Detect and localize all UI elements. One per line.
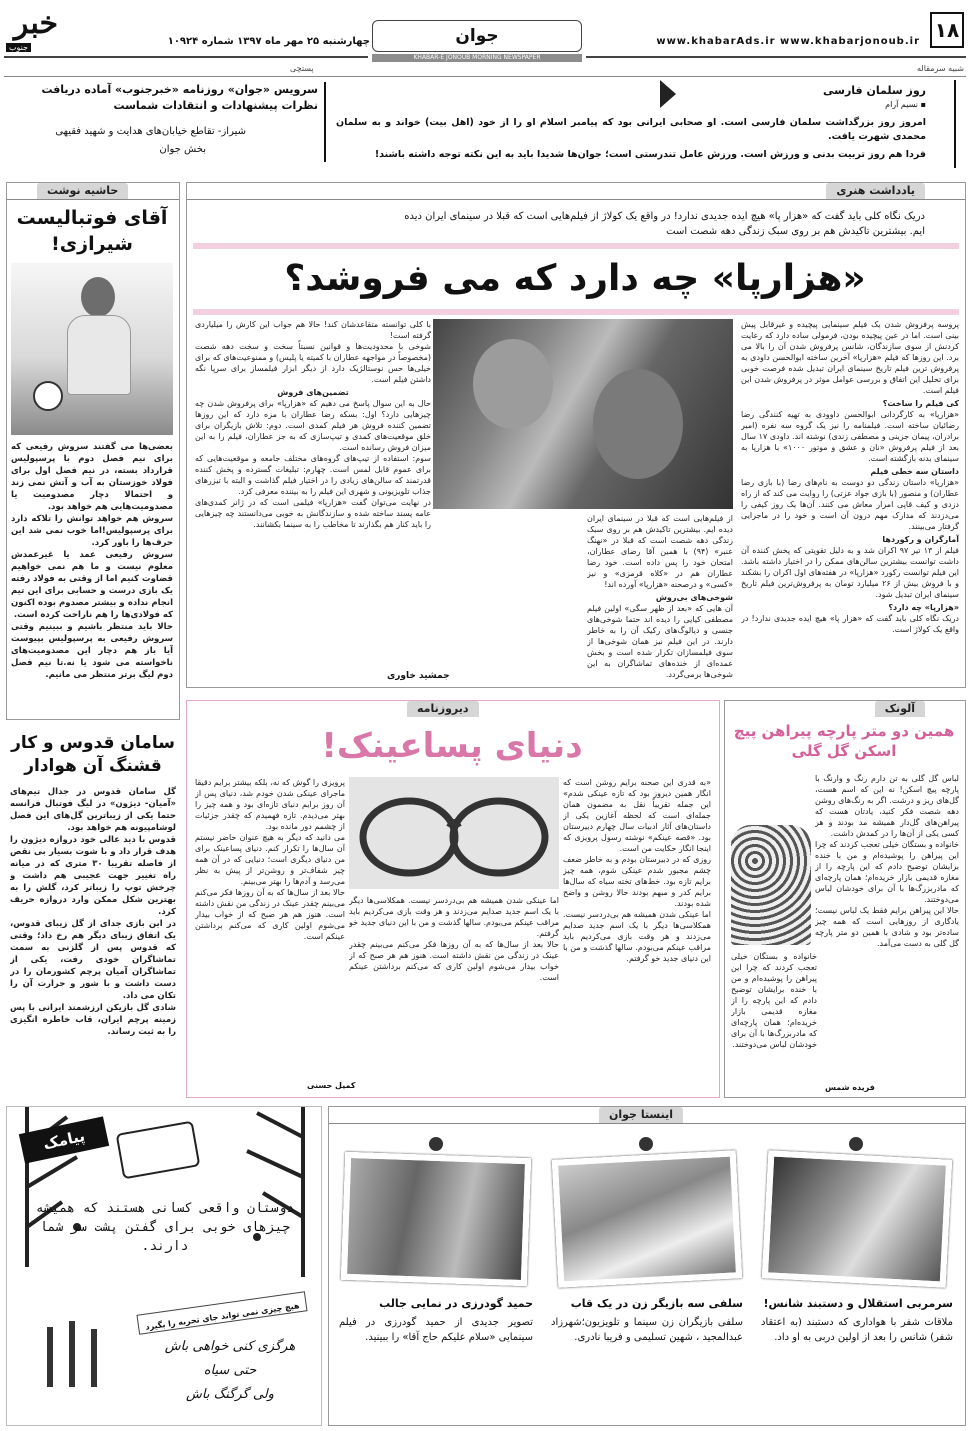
art-col-3-p2: شوخی با محدودیت‌ها و قوانین نسبتاً سخت و سخت دهه شصت (مخصوصاً در مواجهه عطاران با کمیته یا پلیس) و ممنوعیت‌های که برای خیلی‌ها حس نوستالژیک دارد از دیگر ابزار فیلمساز برای سرپا نگه داشتن فیلم است. xyxy=(195,342,431,384)
ghoddos-p4: شادی گل بازیکن ارزشمند ایرانی با پس زمینه پرچم ایران، قاب خاطره انگیزی را به ثبت رساند. xyxy=(10,1003,176,1037)
diary-box xyxy=(186,700,720,1098)
art-col-2-p1: از فیلم‌هایی است که قبلا در سینمای ایران دیده ایم. بیشترین تاکیدش هم بر روی سبک زندگی دهه شصت است که قبلا در «نهنگ عنبر» (۹۴) با همین آقا رضای عطاران، امتحان خود را پس داده است. خود رضا عطاران هم در «کلاه قرمزی» و نیز «کسی» و درصحنه «هزارپا» آورده اند! xyxy=(587,514,733,589)
fashion-p3: حالا این پیراهن برایم فقط یک لباس نیست؛ یادگاری از روزهایی است که همه چیز ساده‌تر بود و شادی با همین دو متر پارچه گل گلی به دست می‌آمد. xyxy=(815,906,959,948)
latin-strip xyxy=(372,54,582,62)
art-col-1 xyxy=(741,319,959,685)
player-head xyxy=(81,277,115,317)
footnote-p3: سروش رفیعی عمد یا غیرعمدش معلوم نیست و ما هم نمی خواهیم قضاوت کنیم اما از وقتی به فولاد رفته یک بازی درست و حسابی برای این تیم انجام نداده و بیشتر مصدوم بوده اکنون که فولادی‌ها را هم ناراحت کرده است. xyxy=(11,550,173,620)
insta-pin-1 xyxy=(849,1137,863,1151)
glasses-photo xyxy=(349,777,559,889)
diary-col-1-p3: اما عینکی شدن همیشه هم بی‌دردسر نیست. همکلاسی‌ها دیگر با یک اسم جدید صدایم می‌زدند و هر وقت بازی می‌کردیم باید مراقب عینکم می‌بودم. سالها گذشت و من با این دنیای جدید خو گرفتم. xyxy=(563,910,711,963)
fashion-tab: آلونک xyxy=(875,701,925,717)
insta-photo-2 xyxy=(552,1150,742,1287)
paymak-title: پیامک xyxy=(41,1126,87,1154)
footnote-p1: بعضی‌ها می گفتند سروش رفیعی که برای نیم فصل دوم با پرسپولیس قرارداد بسته، در نیم فصل اول برای فولاد خوزستان به آب و آتش نمی زند و احتمالا دچار مصدومیت یا مصدومیت‌هایی هم خواهد بود. xyxy=(11,442,173,512)
art-note-lead: دریک نگاه کلی باید گفت که «هزار پا» هیچ ایده جدیدی ندارد! در واقع یک کولاژ از فیلم‌هایی است که قبلا در سینمای ایران دیده ایم. بیشترین تاکیدش هم بر روی سبک زندگی دهه شصت است xyxy=(404,211,925,237)
insta-photo-1 xyxy=(762,1150,952,1287)
insta-card-3 xyxy=(337,1137,535,1421)
headline-bar xyxy=(193,243,959,249)
postman-rule xyxy=(324,82,326,162)
insta-card-1 xyxy=(759,1137,955,1421)
paymak-quote: هیچ چیزی نمی تواند جای تجربه را بگیرد xyxy=(144,1301,301,1332)
editorial-rule xyxy=(954,80,956,168)
diary-col-2-p1: پرویزی را گوش که نه، بلکه بیشتر برایم دقیقا ماجرای عینکی شدن خودم شد، دنیای پس از آن روز برایم دنیای تازه‌ای بود و همه چیز را بهتر می‌دیدم. تازه فهمیدم که چقدر جزئیات از چشمم دور مانده بود. xyxy=(195,778,345,831)
editorial-body: امروز روز بزرگداشت سلمان فارسی است. او صحابی ایرانی بود که پیامبر اسلام او را از خود (اهل بیت) خواند و به سلمان محمدی شهرت یافت. xyxy=(336,117,926,142)
diary-author: کمیل حسنی xyxy=(307,1081,356,1090)
paymak-calligraphy: هرگزی کنی خواهی باش حتی سیاه ولی گرگنگ باش xyxy=(164,1339,296,1402)
masthead-rule xyxy=(4,56,368,58)
insta-tab: اینستا جوان xyxy=(599,1107,683,1123)
actor-face-2 xyxy=(593,369,683,479)
footnote-p4: حالا باید منتظر باشیم و ببینیم وقتی سروش رفیعی به پرسپولیس بپیوست آیا باز هم دچار این مصدومیت‌های ناخواسته می شود یا نه.تا نیم فصل دوم لیگ برتر منتظر می مانیم. xyxy=(11,622,173,680)
art-col-3-p1: با کلی توانسته متقاعدشان کند! حالا هم جواب این کارش را میلیاردی گرفته است! xyxy=(195,320,431,340)
diary-col-2-p3: حالا بعد از سال‌ها که به آن روزها فکر می‌کنم می‌بینم چقدر عینک در زندگی من نقش داشته است. هنوز هم هر صبح که از خواب بیدار می‌شوم اولین کاری که می‌کنم برداشتن عینکم است. xyxy=(195,888,345,941)
ghoddos-p2: قدوس با دید عالی خود دروازه دیژون را هدف قرار داد و با شوت بسیار بی نقص از فاصله تقریبا ۳۰ متری که در میانه راه تغییر جهت عجیبی هم داشت و چرخش توپ را زیباتر کرد، گلش را به بهترین شکل ممکن وارد دروازه حریف کرد. xyxy=(10,835,176,917)
calligraphy-frame xyxy=(17,1317,137,1397)
fashion-author: فریده شمس xyxy=(825,1083,875,1092)
insta-title-2: سلفی سه بازیگر زن در یک قاب xyxy=(570,1297,743,1310)
diary-col-2 xyxy=(195,777,345,1077)
insta-photo-3 xyxy=(341,1152,531,1286)
art-col-3-p3: حال به این سوال پاسخ می دهیم که «هزارپا» برای پرفروش شدن چه چیزهایی دارد؟ اول: بسکه رضا عطاران با مزه دارد که این روزها تضمین کننده فروش هر فیلم کمدی است. دوم: تلاش بازیگران برای خلق موقعیت‌های کمدی و تیپ‌سازی که به جز عطاران، فیلم را به این میزان فروش رسانده است. xyxy=(195,399,431,452)
postman-title: سرویس «جوان» روزنامه «خبرجنوب» آماده دریافت نظرات پیشنهادات و انتقادات شماست xyxy=(41,83,318,112)
diary-tab: دیروزنامه xyxy=(407,701,479,717)
player-body xyxy=(67,315,131,395)
insta-title-1: سرمربی استقلال و دستبند شانس! xyxy=(763,1297,953,1310)
art-col-3-p5: در نهایت می‌توان گفت «هزارپا» فیلمی است که در ژانر کمدی‌های عامه پسند ساخته شده و سازندگانش به خوبی می‌دانستند چه چیزهایی را باید کنار هم بگذارند تا مخاطب را به سینما بکشانند. xyxy=(195,498,431,529)
insta-body-1: ملاقات شفر با هواداری که دستبند (به اعتقاد شفر) شانس را بعد از اولین دربی به او داد. xyxy=(761,1317,953,1343)
art-sub-4: «هزارپا» چه دارد؟ xyxy=(888,603,959,612)
section-title: جوان xyxy=(455,26,499,46)
label-rule xyxy=(4,76,966,77)
art-col-3 xyxy=(195,319,431,669)
editorial-label: شبیه سرمقاله xyxy=(917,64,964,73)
postman-dept: بخش جوان xyxy=(159,144,206,155)
football-icon xyxy=(33,381,63,411)
glasses-icon xyxy=(349,777,559,889)
diary-col-2-p2: می دانید که دیگر به هیچ عنوان حاضر نیستم آن سال‌ها را تکرار کنم. دنیای پساعینک برای من دنیای دیگری است؛ دنیایی که در آن همه چیز شفاف‌تر و روشن‌تر از پیش به نظر می‌رسد و آدم‌ها را بهتر می‌بینم. xyxy=(195,833,345,886)
insta-card-2 xyxy=(549,1137,745,1421)
diary-col-mid-p1: اما عینکی شدن همیشه هم بی‌دردسر نیست. همکلاسی‌ها دیگر با یک اسم جدید صدایم می‌زدند و هر وقت بازی می‌کردیم باید مراقب عینکم می‌بودم. سالها گذشت و من با این دنیای جدید خو گرفتم. xyxy=(349,896,559,938)
paymak-box xyxy=(6,1106,322,1426)
art-sub-6: تضمین‌های فروش xyxy=(277,388,349,397)
ghoddos-p3: در این بازی جدای از گل زیبای قدوس، یک اتفاق زیبای دیگر هم رخ داد؛ وقتی که قدوس پس از گلزنی به سمت تماشاگران خودی رفت، یکی از تماشاگران آمیان پرچم کشورمان را در دست داشت و با شور و حرارت آن را تکان می داد. xyxy=(10,919,176,1001)
postman-address: شیراز- تقاطع خیابان‌های هدایت و شهید فقیهی xyxy=(55,126,246,137)
footballer-photo xyxy=(11,263,173,435)
art-note-box xyxy=(186,182,966,688)
postman-label: پستچی xyxy=(290,64,314,73)
insta-title-3: حمید گودرزی در نمایی جالب xyxy=(379,1297,533,1310)
page-number: ۱۸ xyxy=(930,12,964,48)
editorial-title: روز سلمان فارسی xyxy=(823,84,926,97)
footnote-box xyxy=(6,182,180,720)
diary-col-mid-p2: حالا بعد از سال‌ها که به آن روزها فکر می‌کنم می‌بینم چقدر عینک در زندگی من نقش داشته است. هنوز هم هر صبح که از خواب بیدار می‌شوم اولین کاری که می‌کنم برداشتن عینکم است. xyxy=(349,940,559,982)
fashion-body xyxy=(815,773,959,1083)
footnote-body xyxy=(11,441,173,711)
art-note-tab: یادداشت هنری xyxy=(826,183,925,199)
diary-col-1-p1: «به قدری این صحنه برایم روشن است که انگار همین دیروز بود که تازه عینکی شدم» این جمله تقریباً نقل به مضمون همان جمله‌ای است که لحظه آغازین یکی از داستان‌های آثار ادبیات سال چهارم دبیرستان بود. «قصه عینکم» نوشته رسول پرویزی که اینجا انگار حکایت من است. xyxy=(563,778,711,853)
actor-face-1 xyxy=(473,339,553,429)
editorial-box xyxy=(330,80,966,172)
footnote-p2: سروش هم خواهد توانش را تلاکه دارد برای پرسپولیس!اما خوب نمی شد این حرف‌ها را باور کرد. xyxy=(11,514,173,548)
candle-icon-1 xyxy=(47,1327,53,1387)
footnote-title: آقای فوتبالیست شیرازی! xyxy=(16,207,168,255)
masthead-rule-right xyxy=(586,56,966,58)
paymak-message: دوستان واقعی کسانی هستند که همیشه چیزهای خوبی برای گفتن پشت سر شما دارند. xyxy=(35,1201,295,1254)
art-col-3-p4: سوم: استفاده از تیپ‌های گروه‌های مختلف جامعه و موقعیت‌هایی که برای عموم قابل لمس است. چهارم: تبلیغات گسترده و پخش کننده قدرتمند که سالن‌های زیادی را در اختیار فیلم گذاشت و البته با تیزرهای جذاب تلویزیونی و شهری این فیلم را به بیننده معرفی کرد. xyxy=(195,454,431,496)
editorial-author: ▪ نسیم آرام xyxy=(885,100,926,109)
glasses-lens-left xyxy=(363,801,455,873)
logo-sub: جنوب xyxy=(6,43,31,52)
art-note-tab-rule xyxy=(186,199,965,200)
fashion-title: همین دو متر پارچه پیراهن پیچ اسکن گل گلی xyxy=(733,722,955,760)
art-sub-2: داستان سه خطی فیلم xyxy=(870,467,959,476)
film-still-photo xyxy=(433,319,733,509)
ghoddos-box xyxy=(6,726,180,1096)
art-note-author: جمشید خاوری xyxy=(387,671,450,681)
editorial-body-2: فردا هم روز تربیت بدنی و ورزش است. ورزش عامل تندرستی است؛ جوان‌ها شدیدا باید به این نکته توجه داشته باشند! xyxy=(374,149,926,160)
website-urls: www.khabarAds.ir www.khabarjonoub.ir xyxy=(656,36,920,47)
floral-shirt-photo xyxy=(731,825,811,945)
insta-pin-3 xyxy=(429,1137,443,1151)
glasses-lens-right xyxy=(453,801,545,873)
art-col-1-p1: پروسه پرفروش شدن یک فیلم سینمایی پیچیده و غیرقابل پیش بینی است. اما در عین پیچیده بودن، فرمولی ساده دارد که رعایت کردنش از سوی سازندگان، شانس پرفروش شدن آن را بالا می برد. این روزها که فیلم «هزارپا» آخرین ساخته ابوالحسن داودی به پرفروش ترین فیلم تاریخ سینمای ایران تبدیل شده فرصت خوبی برای تحلیل این اتفاق و بررسی عوامل موثر در پرفروش شدن این فیلم است. xyxy=(741,320,959,395)
diary-col-1 xyxy=(563,777,711,1093)
postman-box xyxy=(6,80,326,172)
art-col-2-p2: آن هایی که «بعد از ظهر سگی» اولین فیلم مصطفی کیایی را دیده اند حتما شوخی‌های جنسی و دیالوگ‌های رکیک آن را به خاطر دارند. در این فیلم نیز همان شوخی‌ها از سوی فیلمسازان تکرار شده است و بخش عمده‌ای از خنده‌های تماشاگران به این شوخی‌ها برمی‌گردد. xyxy=(587,604,733,679)
art-sub-5: شوخی‌های بی‌روش xyxy=(655,593,733,602)
fashion-left-p1: خانواده و بستگان خیلی تعجب کردند که چرا این پیراهن را پوشیده‌ام و من با خنده برایشان توضیح دادم که این پارچه را از مغازه قدیمی بازار خریده‌ام؛ همان پارچه‌ای که مادربزرگ‌ها با آن برای خودشان لباس می‌دوختند. xyxy=(731,952,817,1049)
diary-col-mid xyxy=(349,895,559,1091)
candle-icon-3 xyxy=(91,1329,97,1387)
section-title-box xyxy=(372,20,582,52)
art-sub-3: آمارگران و رکوردها xyxy=(882,535,959,544)
art-sub-1: کی فیلم را ساخت؟ xyxy=(882,399,959,408)
issue-date: چهارشنبه ۲۵ مهر ماه ۱۳۹۷ شماره ۱۰۹۲۴ xyxy=(167,36,370,47)
logo-text: خبر xyxy=(13,6,59,41)
fashion-p1: لباس گل گلی به تن دارم رنگ و وارنگ با پارچه پیچ اسکن! نه این که اسم هست، گل‌های ریز و درشت. اگر به رنگ‌های روشن دهه شصت فکر کنید، یادتان هست که پیراهن‌های گل‌دار همیشه مد بودند و هر کسی یکی از آن‌ها را در کمدش داشت. xyxy=(815,774,959,838)
insta-pin-2 xyxy=(639,1137,653,1151)
latin-name: KHABAR-E JONOUB MORNING NEWSPAPER xyxy=(413,54,541,61)
insta-tab-rule xyxy=(328,1123,965,1124)
art-note-headline: «هزارپا» چه دارد که می فروشد؟ xyxy=(284,258,866,299)
ghoddos-p1: گل سامان قدوس در جدال تیم‌های «آمیان- دیژون» در لیگ فوتبال فرانسه حتما یکی از زیباترین گل‌های این فصل لوشامپیونه هم خواهد بود. xyxy=(10,787,176,833)
insta-body-2: سلفی بازیگران زن سینما و تلویزیون؛شهرزاد عبدالمجید ، شهین تسلیمی و فریبا نادری. xyxy=(551,1317,743,1343)
headline-bar-bottom xyxy=(193,309,959,315)
insta-body-3: تصویر جدیدی از حمید گودرزی در فیلم سینمایی «سلام علیکم حاج آقا» را ببینید. xyxy=(339,1317,533,1343)
masthead xyxy=(0,0,970,62)
ghoddos-body xyxy=(10,786,176,1092)
newspaper-logo xyxy=(4,4,68,54)
fashion-box xyxy=(724,700,966,1098)
editorial-corner xyxy=(660,80,676,108)
fashion-p2: خانواده و بستگان خیلی تعجب کردند که چرا این پیراهن را پوشیده‌ام و من با خنده برایشان توضیح دادم که این پارچه را از مغازه قدیمی بازار خریده‌ام؛ همان پارچه‌ای که مادربزرگ‌ها با آن برای خودشان لباس می‌دوختند. xyxy=(815,840,959,904)
fashion-body-left xyxy=(731,951,817,1083)
art-col-1-p4: فیلم از ۱۳ تیر ۹۷ اکران شد و به دلیل تقویتی که پخش کننده آن داشت توانست بیشترین سالن‌های ممکن را در اختیار داشته باشد. این فیلم توانست رکورد «هزارپا» در هفته‌های اول اکران را بشکند و با فروش بیش از ۲۶ میلیارد تومان به پرفروش‌ترین فیلم تاریخ سینمای ایران تبدیل شود. xyxy=(741,546,959,599)
footnote-tab-rule xyxy=(6,199,179,200)
insta-box xyxy=(328,1106,966,1426)
art-col-1-p3: «هزارپا» داستان زندگی دو دوست به نام‌های رضا (با بازی رضا عطاران) و منصور (با بازی جواد عزتی) را روایت می کند که از راه دزدی و کیف قاپی امرار معاش می کنند. آن‌ها یک روز کیفی را می‌دزدند که مدارک مهم درون آن است و خود را در ماجرایی گرفتار می‌بینند. xyxy=(741,478,959,531)
diary-col-1-p2: روزی که در دبیرستان بودم و به خاطر ضعف چشم مجبور شدم عینکی شوم، همه چیز برایم تازه بود. خط‌های تخته سیاه که سال‌ها برایم کدر و مبهم بودند حالا روشن و واضح شده بودند. xyxy=(563,855,711,908)
art-col-1-p5: دریک نگاه کلی باید گفت که «هزار پا» هیچ ایده جدیدی ندارد! در واقع یک کولاژ است. xyxy=(741,614,959,634)
diary-title: دنیای پساعینک! xyxy=(321,726,583,766)
footnote-tab: حاشیه نوشت xyxy=(37,183,128,199)
art-col-1-p2: «هزارپا» به کارگردانی ابوالحسن داوودی به تهیه کنندگی رضا رضائیان ساخته است. فیلمنامه را نیز یک گروه سه نفره (امیر برادران، پیمان جزینی و مصطفی زندی) نوشته اند. داودی ۱۷ سال بعد از فیلم پرفروش «نان و عشق و موتور ۱۰۰۰» با هزارپا به سینمای بدنه بازگشته است. xyxy=(741,410,959,463)
candle-icon-2 xyxy=(69,1321,75,1387)
art-col-2 xyxy=(587,513,733,685)
ghoddos-title: سامان قدوس و کار قشنگ آن هوادار xyxy=(11,733,175,776)
